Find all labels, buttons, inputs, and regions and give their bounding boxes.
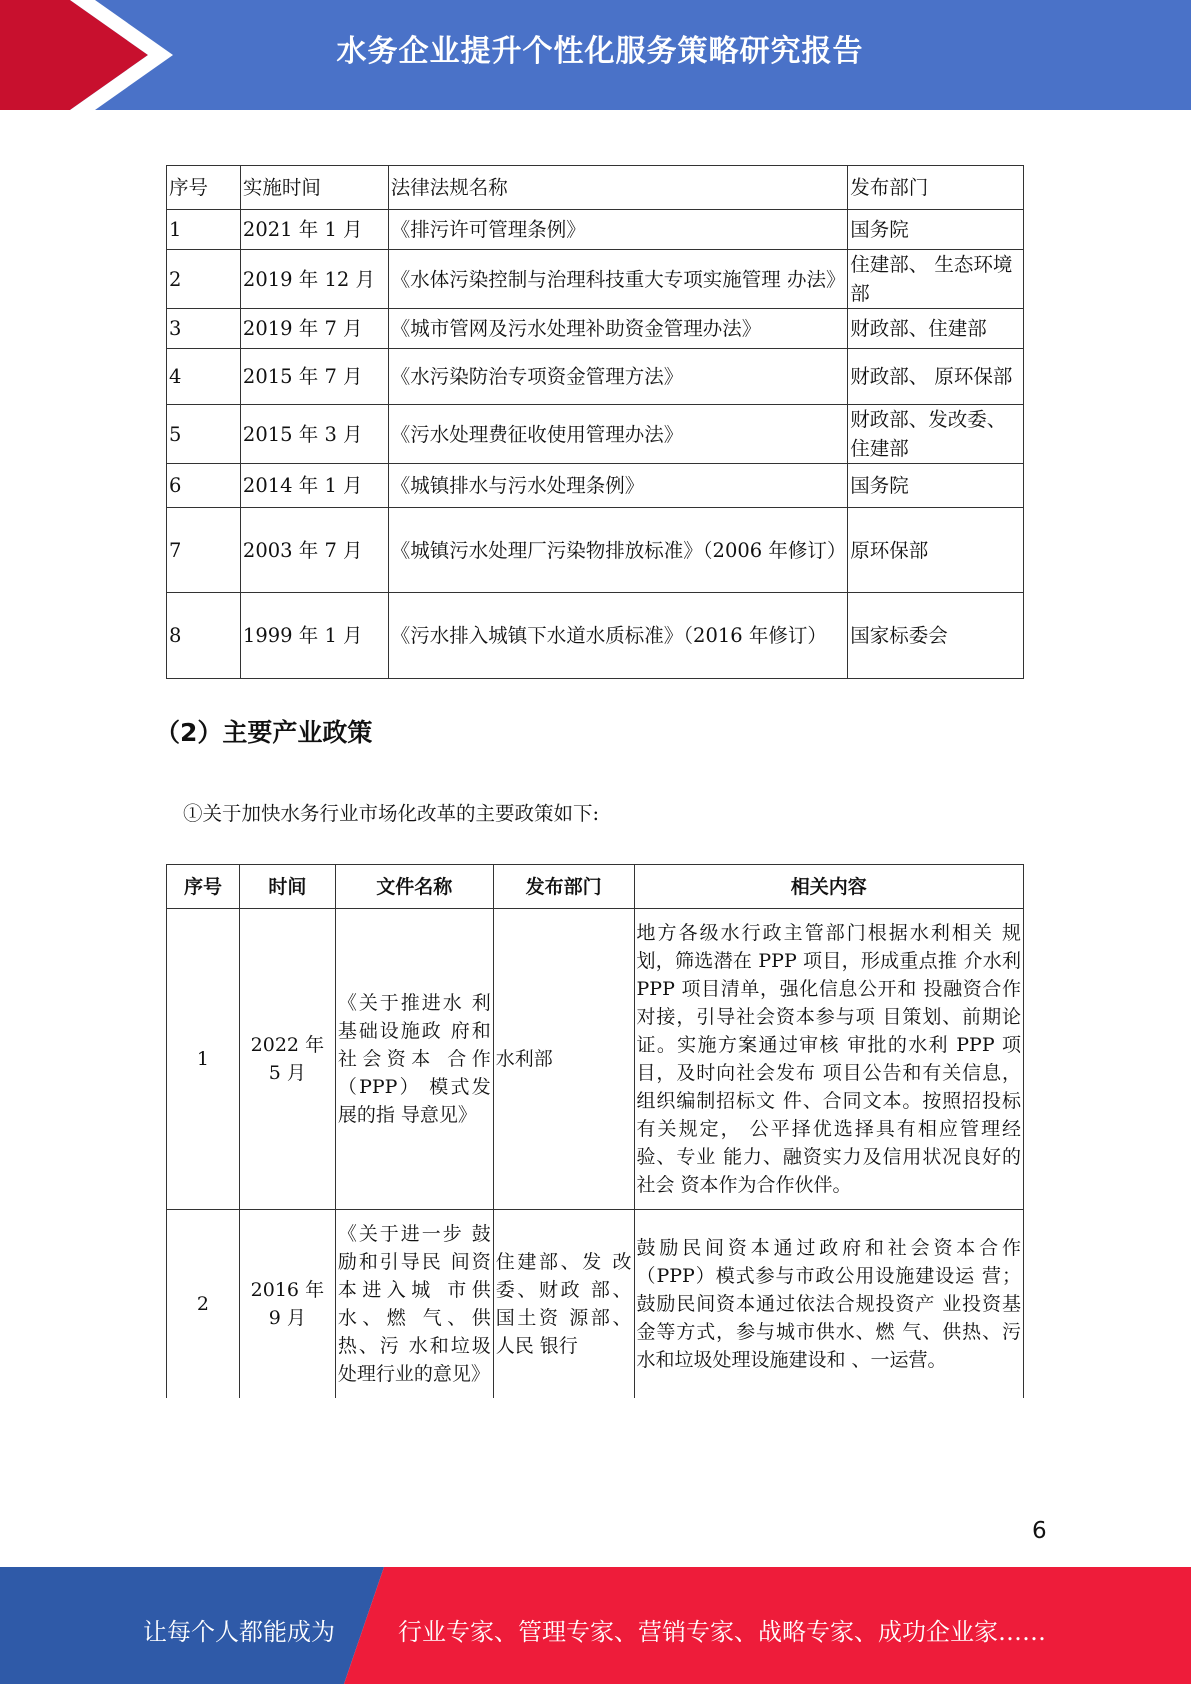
cell-no: 2	[167, 1210, 240, 1398]
page-footer	[0, 1567, 1191, 1684]
cell-no: 6	[167, 464, 241, 508]
col-header: 序号	[167, 166, 241, 210]
cell-name: 《水体污染控制与治理科技重大专项实施管理 办法》	[388, 250, 847, 309]
cell-time: 2022 年 5 月	[239, 909, 335, 1210]
cell-name: 《关于进一步 鼓励和引导民 间资本进入城 市供水、燃 气、供热、污 水和垃圾处理行业的意见》	[335, 1210, 493, 1398]
cell-dept: 水利部	[493, 909, 634, 1210]
table-row	[167, 405, 1024, 464]
section-intro: ①关于加快水务行业市场化改革的主要政策如下:	[183, 802, 600, 825]
table-row	[167, 309, 1024, 349]
cell-dept: 住建部、发 改委、财政 部、国土资 源部、人民 银行	[493, 1210, 634, 1398]
table-row	[167, 210, 1024, 250]
cell-name: 《污水排入城镇下水道水质标准》（2016 年修订）	[388, 593, 847, 679]
cell-no: 5	[167, 405, 241, 464]
table-row	[167, 464, 1024, 508]
col-header: 实施时间	[240, 166, 388, 210]
cell-no: 4	[167, 349, 241, 405]
cell-no: 3	[167, 309, 241, 349]
table-row	[167, 909, 1024, 1210]
col-header: 法律法规名称	[388, 166, 847, 210]
cell-dept: 原环保部	[848, 508, 1024, 593]
cell-no: 7	[167, 508, 241, 593]
col-header: 发布部门	[848, 166, 1024, 210]
cell-dept: 国家标委会	[848, 593, 1024, 679]
page-header	[0, 0, 1191, 110]
cell-name: 《城镇排水与污水处理条例》	[388, 464, 847, 508]
col-header: 序号	[167, 865, 240, 909]
report-title: 水务企业提升个性化服务策略研究报告	[336, 34, 864, 69]
cell-time: 1999 年 1 月	[240, 593, 388, 679]
footer-slogan-left: 让每个人都能成为	[143, 1618, 335, 1646]
cell-dept: 住建部、 生态环境部	[848, 250, 1024, 309]
col-header: 时间	[239, 865, 335, 909]
cell-name: 《城市管网及污水处理补助资金管理办法》	[388, 309, 847, 349]
table-row	[167, 1210, 1024, 1398]
cell-time: 2003 年 7 月	[240, 508, 388, 593]
cell-no: 1	[167, 909, 240, 1210]
col-header: 相关内容	[634, 865, 1023, 909]
cell-dept: 财政部、发改委、住建部	[848, 405, 1024, 464]
cell-dept: 财政部、住建部	[848, 309, 1024, 349]
col-header: 发布部门	[493, 865, 634, 909]
cell-time: 2019 年 7 月	[240, 309, 388, 349]
footer-slogan-right: 行业专家、管理专家、营销专家、战略专家、成功企业家……	[398, 1618, 1046, 1646]
cell-name: 《水污染防治专项资金管理方法》	[388, 349, 847, 405]
cell-time: 2015 年 7 月	[240, 349, 388, 405]
section-heading: （2）主要产业政策	[155, 718, 373, 747]
cell-dept: 国务院	[848, 464, 1024, 508]
cell-no: 1	[167, 210, 241, 250]
col-header: 文件名称	[335, 865, 493, 909]
cell-time: 2021 年 1 月	[240, 210, 388, 250]
cell-name: 《城镇污水处理厂污染物排放标准》（2006 年修订）	[388, 508, 847, 593]
cell-name: 《排污许可管理条例》	[388, 210, 847, 250]
cell-time: 2019 年 12 月	[240, 250, 388, 309]
cell-time: 2016 年 9 月	[239, 1210, 335, 1398]
table-row	[167, 508, 1024, 593]
cell-time: 2014 年 1 月	[240, 464, 388, 508]
cell-no: 8	[167, 593, 241, 679]
table-row	[167, 250, 1024, 309]
table-row	[167, 349, 1024, 405]
cell-content: 鼓励民间资本通过政府和社会资本合作（PPP）模式参与市政公用设施建设运 营；鼓励民间资本通过依法合规投资产 业投资基金等方式，参与城市供水、燃 气、供热、污水和垃圾处理设施建设和 、一运营。	[634, 1210, 1023, 1398]
cell-no: 2	[167, 250, 241, 309]
policies-table	[166, 864, 1024, 1398]
table-header-row	[167, 166, 1024, 210]
cell-dept: 财政部、 原环保部	[848, 349, 1024, 405]
cell-name: 《污水处理费征收使用管理办法》	[388, 405, 847, 464]
cell-content: 地方各级水行政主管部门根据水利相关 规划，筛选潜在 PPP 项目，形成重点推 介水利 PPP 项目清单，强化信息公开和 投融资合作对接，引导社会资本参与项 目策划、前期论证。实施方案通过审核 审批的水利 PPP 项目，及时向社会发布 项目公告和有关信息，组织编制招标文 件、合同文本。按照招投标有关规定， 公平择优选择具有相应管理经验、专业 能力、融资实力及信用状况良好的社会 资本作为合作伙伴。	[634, 909, 1023, 1210]
cell-dept: 国务院	[848, 210, 1024, 250]
table-header-row	[167, 865, 1024, 909]
table-row	[167, 593, 1024, 679]
cell-name: 《关于推进水 利基础设施政 府和社会资本 合作（PPP） 模式发展的指 导意见》	[335, 909, 493, 1210]
page-number: 6	[1032, 1518, 1047, 1544]
cell-time: 2015 年 3 月	[240, 405, 388, 464]
regulations-table	[166, 165, 1024, 679]
